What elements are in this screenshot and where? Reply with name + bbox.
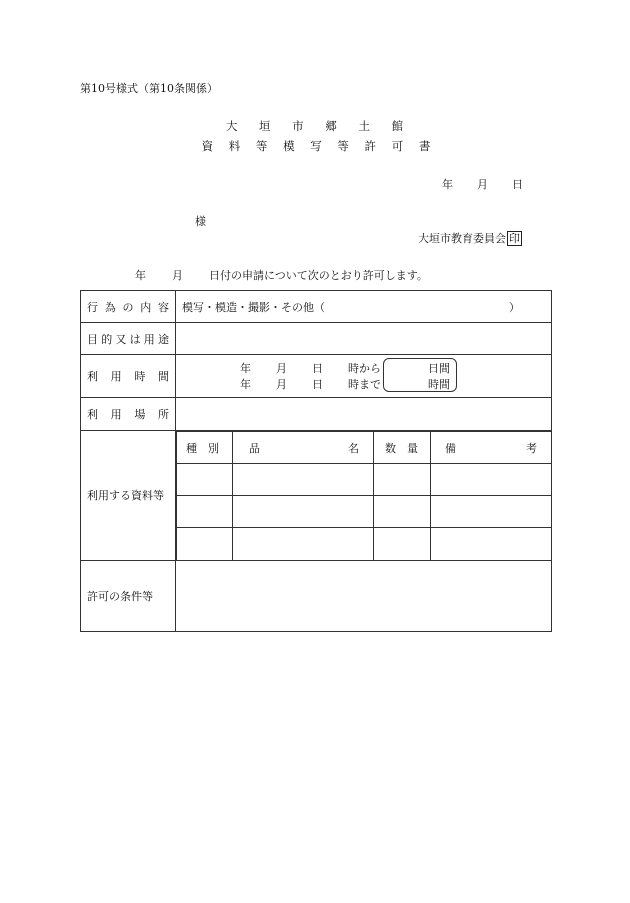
- row-purpose: [81, 323, 552, 355]
- intro-rest: 日付の申請について次のとおり許可します。: [209, 269, 428, 282]
- issuer-name: 大垣市教育委員会: [418, 232, 506, 245]
- header-type: 種 別: [177, 432, 233, 464]
- date-month: 月: [477, 178, 488, 191]
- conditions-value: [176, 560, 552, 631]
- duration-hours: 時間: [428, 378, 450, 391]
- row-place: [81, 398, 552, 431]
- time-value: [176, 355, 552, 398]
- date-year: 年: [442, 178, 453, 191]
- label-conditions: 許可の条件等: [81, 560, 176, 631]
- materials-row: [177, 464, 552, 496]
- row-materials: [81, 431, 552, 561]
- office-name: 大 垣 市 郷 土 館: [225, 119, 413, 133]
- issue-date: [442, 176, 523, 192]
- header-qty: 数 量: [374, 432, 431, 464]
- time-to-line: 年 月 日 時まで: [240, 378, 381, 391]
- label-time: 利 用 時 間: [81, 355, 176, 398]
- materials-grid-cell: [176, 431, 552, 561]
- document-title: 資 料 等 模 写 等 許 可 書: [201, 139, 437, 153]
- header-name: 品 名: [233, 432, 374, 464]
- materials-grid: [176, 431, 551, 560]
- time-from-line: 年 月 日 時から: [240, 362, 381, 375]
- intro-month: 月: [172, 269, 183, 282]
- act-close-paren: ）: [509, 301, 520, 314]
- header-note: 備 考: [431, 432, 552, 464]
- materials-row: [177, 496, 552, 528]
- label-materials: 利用する資料等: [81, 431, 176, 561]
- issuer: [418, 230, 522, 246]
- place-value: [176, 398, 552, 431]
- duration-days: 日間: [428, 362, 450, 375]
- permit-form-table: [80, 290, 552, 632]
- row-act: [81, 291, 552, 323]
- intro-text: [135, 267, 428, 283]
- date-day: 日: [512, 178, 523, 191]
- materials-row: [177, 528, 552, 560]
- label-purpose: 目 的 又 は 用 途: [81, 323, 176, 355]
- label-act: 行 為 の 内 容: [81, 291, 176, 323]
- act-value: 模写・模造・撮影・その他（ ）: [176, 291, 552, 323]
- row-time: [81, 355, 552, 398]
- form-number: 第10号様式（第10条関係）: [80, 82, 218, 95]
- label-place: 利 用 場 所: [81, 398, 176, 431]
- addressee-suffix: 様: [195, 215, 206, 228]
- row-conditions: [81, 560, 552, 631]
- intro-year: 年: [135, 269, 146, 282]
- seal-box: 印: [509, 232, 520, 245]
- materials-header-row: [177, 432, 552, 464]
- purpose-value: [176, 323, 552, 355]
